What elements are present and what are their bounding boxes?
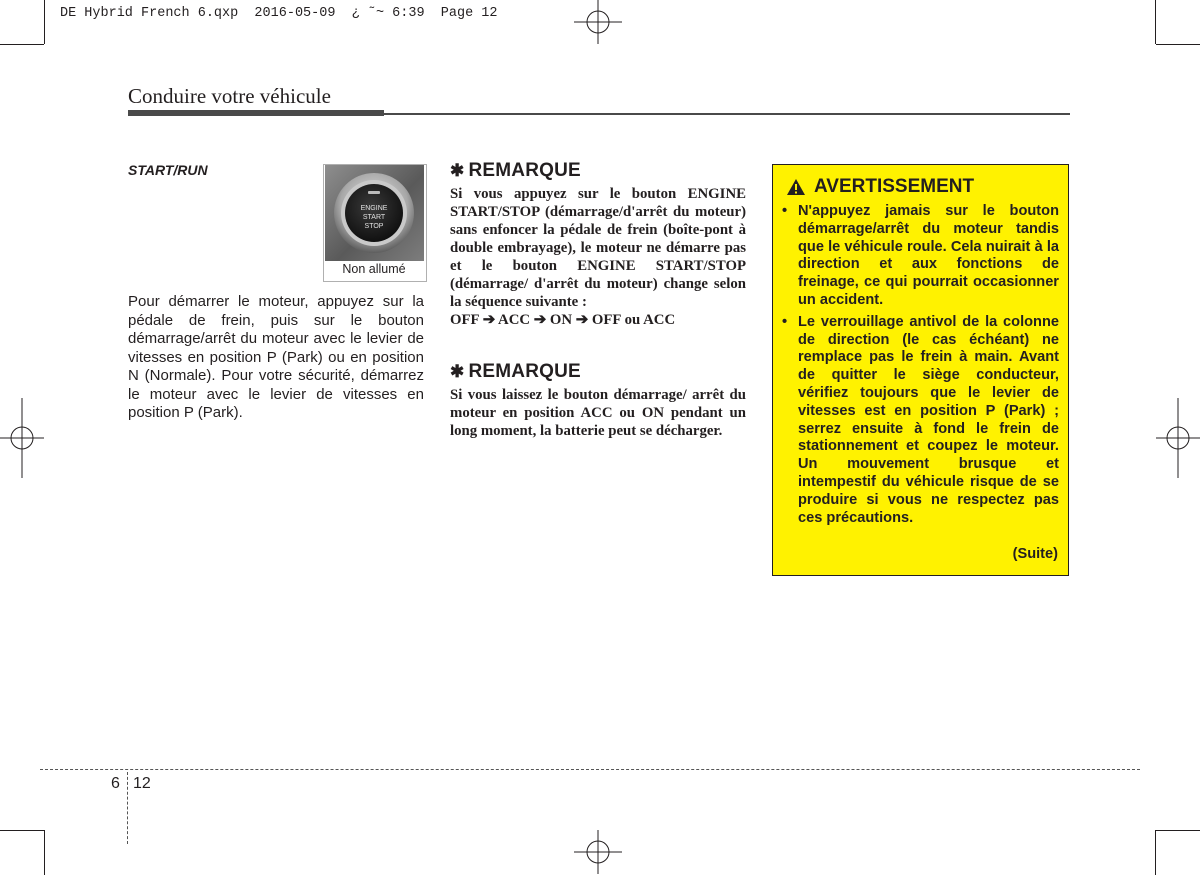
- registration-mark-left: [0, 398, 44, 478]
- warning-title: AVERTISSEMENT: [814, 176, 975, 197]
- footer-divider: [127, 772, 128, 844]
- crop-mark-tr-h: [1156, 44, 1200, 45]
- crop-mark-tr-v: [1155, 0, 1156, 44]
- warning-item: [782, 203, 1059, 310]
- crop-mark-bl-h: [0, 830, 44, 831]
- warning-triangle-icon: [786, 178, 806, 196]
- warning-item-text: Le verrouillage antivol de la colonne de direction (le cas échéant) ne remplace pas le frein à main. Avant de quitter le siège conducteur, vérifiez toujours que le levier de vitesses est en position P (Park) ; serrez ensuite à fond le frein de stationnement et coupez le moteur. Un mouvement brusque et intempestif du véhicule risque de se produire si vous ne respectez pas ces précautions.: [798, 313, 1059, 526]
- header-rule-thin: [384, 113, 1070, 115]
- start-run-subtitle: START/RUN: [128, 162, 208, 178]
- warning-item: [782, 314, 1059, 528]
- crop-mark-tl-v: [44, 0, 45, 44]
- section-title: Conduire votre véhicule: [128, 84, 331, 108]
- crop-mark-bl-v: [44, 830, 45, 875]
- note-star-icon: ✱: [450, 161, 465, 180]
- crop-mark-br-h: [1156, 830, 1200, 831]
- start-instructions-paragraph: Pour démarrer le moteur, appuyez sur la pédale de frein, puis sur le bouton démarrage/arrêt du moteur avec le levier de vitesses en position P (Park) ou en position N (Normale). Pour votre sécurité, démarrez le moteur avec le levier de vitesses en position P (Park).: [128, 293, 424, 421]
- note-title-2: REMARQUE: [468, 361, 581, 382]
- button-line-3: STOP: [364, 223, 384, 230]
- figure-caption: Non allumé: [342, 262, 406, 276]
- section-number: 6: [111, 775, 120, 792]
- crop-mark-tl-h: [0, 44, 44, 45]
- bullet-icon: •: [782, 203, 788, 219]
- note-title-1: REMARQUE: [468, 160, 581, 181]
- note-body-2: Si vous laissez le bouton démarrage/ arrêt du moteur en position ACC ou ON pendant un long moment, la batterie peut se décharger.: [450, 387, 746, 439]
- warning-item-text: N'appuyez jamais sur le bouton démarrage/arrêt du moteur tandis que le véhicule roule. Cela nuirait à la direction et aux fonctions de freinage, ce qui pourrait occasionner un accident.: [798, 203, 1059, 308]
- note-text-1: Si vous appuyez sur le bouton ENGINE START/STOP (démarrage/d'arrêt du moteur) sans enfoncer la pédale de frein (boîte-pont à double embrayage), le moteur ne démarre pas et le bouton ENGINE START/STOP (démarrage/ d'arrêt du moteur) change selon la séquence suivante :: [450, 186, 746, 310]
- note-body-1: [450, 185, 746, 329]
- start-button-icon: [325, 165, 424, 261]
- bullet-icon: •: [782, 313, 788, 330]
- note-heading-1: [450, 160, 581, 182]
- warning-list: [782, 203, 1059, 531]
- print-slug: DE Hybrid French 6.qxp 2016-05-09 ¿ ˜~ 6:39 Page 12: [60, 6, 498, 21]
- page-number: 12: [133, 775, 151, 792]
- note-heading-2: [450, 361, 581, 383]
- crop-mark-br-v: [1155, 830, 1156, 875]
- warning-heading: [786, 176, 974, 198]
- registration-mark-bottom: [574, 830, 622, 874]
- continued-label: (Suite): [1012, 546, 1058, 562]
- registration-mark-top: [574, 0, 622, 44]
- note-sequence: OFF ➔ ACC ➔ ON ➔ OFF ou ACC: [450, 312, 676, 328]
- note-star-icon: ✱: [450, 362, 465, 381]
- button-line-1: ENGINE: [360, 205, 388, 212]
- registration-mark-right: [1156, 398, 1200, 478]
- engine-start-button-image: [325, 165, 424, 261]
- footer-rule: [40, 769, 1140, 770]
- button-line-2: START: [362, 214, 386, 221]
- header-rule-thick: [128, 110, 384, 116]
